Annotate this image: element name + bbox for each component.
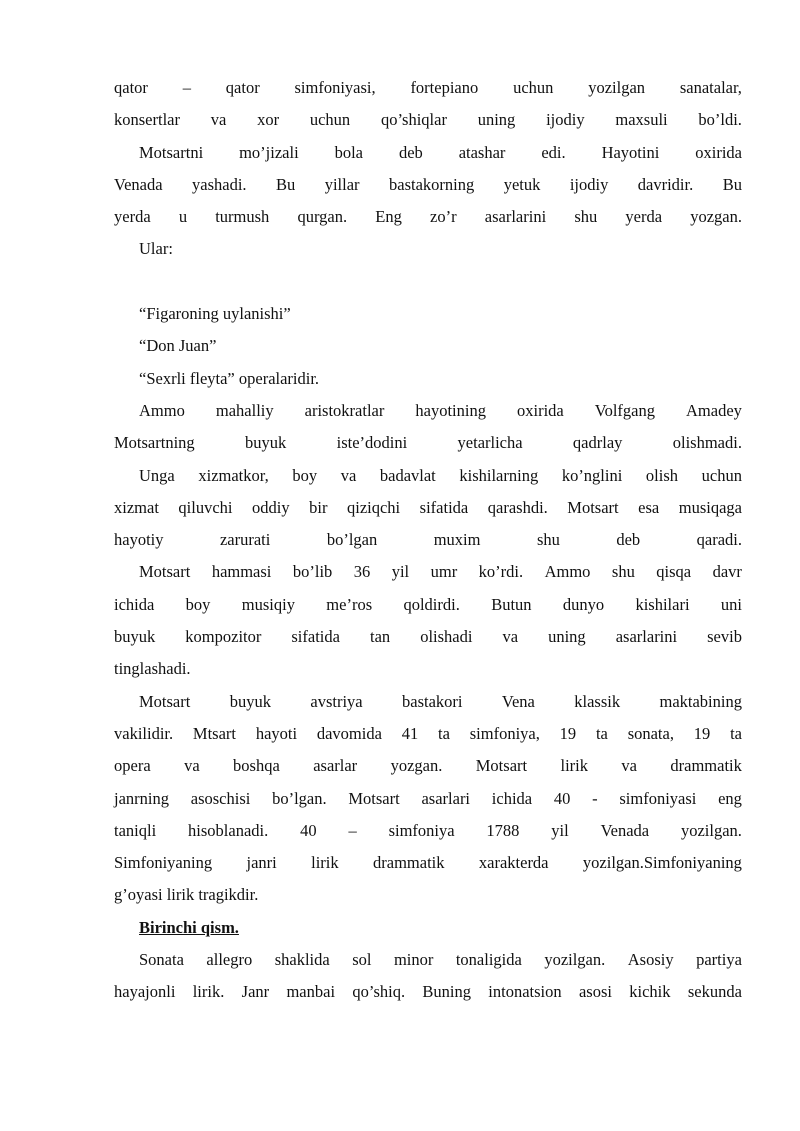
- word: ta: [438, 723, 450, 743]
- word: Venada: [114, 174, 163, 194]
- text-line: g’oyasi lirik tragikdir.: [114, 885, 259, 905]
- word: qo’shiqlar: [380, 110, 447, 130]
- word: shu: [574, 207, 598, 227]
- word: lirik.: [192, 982, 225, 1002]
- word: kishilarning: [459, 465, 539, 485]
- word: sifatida: [419, 497, 469, 517]
- word: Volfgang: [594, 400, 655, 420]
- word: allegro: [206, 950, 253, 970]
- blank-line: [114, 266, 742, 298]
- text-line: [114, 104, 742, 136]
- word: simfoniyasi,: [294, 78, 376, 97]
- text-line: [114, 750, 742, 782]
- word: asoschisi: [190, 788, 251, 808]
- word: va: [340, 465, 357, 485]
- word: turmush: [215, 207, 270, 227]
- word: asarlar: [313, 756, 358, 776]
- word: mahalliy: [215, 400, 274, 420]
- word: Ammo: [139, 400, 185, 420]
- word: va: [621, 756, 637, 776]
- word: ijodiy: [546, 110, 585, 130]
- text-line: “Figaroning uylanishi”: [139, 304, 291, 324]
- word: Motsartning: [114, 433, 195, 453]
- word: yil: [391, 562, 410, 582]
- word: bola: [334, 142, 364, 162]
- word: edi.: [541, 142, 566, 162]
- text-line: [114, 976, 742, 1008]
- word: 40: [553, 788, 571, 808]
- word: shu: [611, 562, 635, 582]
- word: xarakterda: [478, 853, 549, 873]
- word: yozilgan.: [680, 820, 742, 840]
- word: avstriya: [310, 691, 363, 711]
- word: uni: [720, 594, 742, 614]
- text-line: tinglashadi.: [114, 659, 191, 679]
- word: minor: [393, 950, 434, 970]
- word: Ammo: [544, 562, 591, 582]
- word: hisoblanadi.: [188, 820, 269, 840]
- word: kompozitor: [185, 627, 262, 647]
- word: hayotiy: [114, 530, 164, 550]
- word: va: [184, 756, 200, 776]
- word: uchun: [701, 465, 742, 485]
- word: yozilgan.: [544, 950, 606, 970]
- word: asarlarini: [615, 627, 678, 647]
- word: Bu: [722, 174, 742, 194]
- word: uchun: [309, 110, 351, 130]
- word: mo’jizali: [239, 142, 299, 162]
- word: Unga: [139, 465, 175, 485]
- word: umr: [430, 562, 458, 582]
- word: uning: [477, 110, 516, 130]
- word: Janr: [241, 982, 270, 1002]
- word: klassik: [574, 691, 621, 711]
- text-line: [114, 556, 742, 588]
- word: maxsuli: [615, 110, 668, 130]
- word: buyuk: [114, 627, 156, 647]
- word: sekunda: [687, 982, 742, 1002]
- text-line: [114, 169, 742, 201]
- word: uchun: [513, 78, 554, 97]
- word: deb: [616, 530, 641, 550]
- word: bastakorning: [389, 174, 475, 194]
- word: fortepiano: [410, 78, 479, 97]
- word: kishilari: [635, 594, 690, 614]
- word: qiziqchi: [346, 497, 401, 517]
- word: sanatalar,: [679, 78, 742, 97]
- word: oddiy: [252, 497, 290, 517]
- word: bo’lgan: [326, 530, 378, 550]
- word: ko’nglini: [561, 465, 623, 485]
- word: deb: [398, 142, 423, 162]
- word: simfoniya: [388, 820, 455, 840]
- word: boy: [292, 465, 318, 485]
- word: Butun: [491, 594, 532, 614]
- word: hayotining: [415, 400, 486, 420]
- text-line: [114, 427, 742, 459]
- word: qaradi.: [696, 530, 742, 550]
- word: sifatida: [291, 627, 340, 647]
- word: –: [182, 78, 191, 97]
- word: Motsart: [348, 788, 400, 808]
- word: Venada: [600, 820, 650, 840]
- word: davridir.: [637, 174, 694, 194]
- word: eng: [718, 788, 742, 808]
- word: iste’dodini: [336, 433, 408, 453]
- word: Motsartni: [139, 142, 204, 162]
- word: maktabining: [659, 691, 742, 711]
- word: bir: [309, 497, 328, 517]
- word: janrning: [114, 788, 169, 808]
- word: me’ros: [326, 594, 373, 614]
- word: opera: [114, 756, 151, 776]
- word: bo’ldi.: [698, 110, 742, 130]
- word: kichik: [629, 982, 671, 1002]
- word: buyuk: [245, 433, 287, 453]
- word: oxirida: [517, 400, 564, 420]
- word: boy: [185, 594, 211, 614]
- word: drammatik: [670, 756, 742, 776]
- word: olish: [645, 465, 679, 485]
- word: vakilidir.: [114, 723, 174, 743]
- word: qisqa: [656, 562, 692, 582]
- word: tonaligida: [455, 950, 522, 970]
- word: esa: [638, 497, 660, 517]
- text-line: [114, 524, 742, 556]
- word: sol: [352, 950, 372, 970]
- word: qo’shiq.: [352, 982, 406, 1002]
- word: ta: [595, 723, 608, 743]
- word: yerda: [625, 207, 663, 227]
- word: 36: [353, 562, 371, 582]
- word: olishmadi.: [672, 433, 742, 453]
- word: intonatsion: [488, 982, 562, 1002]
- word: –: [348, 820, 357, 840]
- word: 19: [693, 723, 711, 743]
- text-line: [114, 815, 742, 847]
- word: yozilgan: [588, 78, 646, 97]
- word: simfoniya,: [469, 723, 540, 743]
- text-line: [114, 944, 742, 976]
- word: yetuk: [503, 174, 541, 194]
- word: yillar: [324, 174, 360, 194]
- word: zo’r: [430, 207, 457, 227]
- word: musiqaga: [678, 497, 742, 517]
- word: lirik: [311, 853, 339, 873]
- word: Motsart: [139, 562, 191, 582]
- word: Eng: [375, 207, 402, 227]
- word: dunyo: [562, 594, 605, 614]
- word: yozgan.: [690, 207, 742, 227]
- word: qoldirdi.: [403, 594, 460, 614]
- word: sevib: [707, 627, 742, 647]
- word: Bu: [276, 174, 296, 194]
- word: hayoti: [255, 723, 298, 743]
- word: atashar: [458, 142, 506, 162]
- word: bo’lgan.: [272, 788, 327, 808]
- word: qarashdi.: [487, 497, 548, 517]
- text-line: “Sexrli fleyta” operalaridir.: [139, 368, 320, 388]
- word: taniqli: [114, 820, 157, 840]
- word: hayajonli: [114, 982, 176, 1002]
- word: ta: [730, 723, 742, 743]
- word: bo’lib: [292, 562, 333, 582]
- word: u: [178, 207, 188, 227]
- word: qadrlay: [572, 433, 623, 453]
- word: yozilgan.Simfoniyaning: [582, 853, 742, 873]
- word: asosi: [578, 982, 612, 1002]
- word: muxim: [433, 530, 481, 550]
- text-line: [114, 847, 742, 879]
- word: sonata,: [627, 723, 674, 743]
- text-line: [114, 686, 742, 718]
- word: drammatik: [373, 853, 445, 873]
- word: tan: [370, 627, 391, 647]
- text-line: [114, 621, 742, 653]
- text-line: [114, 783, 742, 815]
- word: konsertlar: [114, 110, 180, 130]
- word: xizmatkor,: [198, 465, 269, 485]
- word: manbai: [286, 982, 336, 1002]
- word: asarlari: [421, 788, 471, 808]
- word: -: [592, 788, 598, 808]
- word: va: [210, 110, 227, 130]
- word: Simfoniyaning: [114, 853, 213, 873]
- word: shaklida: [274, 950, 330, 970]
- word: buyuk: [229, 691, 271, 711]
- word: yetarlicha: [457, 433, 523, 453]
- word: ijodiy: [569, 174, 609, 194]
- text-line: Ular:: [139, 239, 173, 259]
- text-line: [114, 72, 742, 104]
- word: 41: [401, 723, 419, 743]
- word: Mtsart: [192, 723, 237, 743]
- word: ichida: [491, 788, 533, 808]
- word: bastakori: [402, 691, 463, 711]
- word: 1788: [486, 820, 520, 840]
- word: Sonata: [139, 950, 184, 970]
- word: shu: [536, 530, 560, 550]
- word: olishadi: [420, 627, 473, 647]
- word: qator: [225, 78, 260, 97]
- word: Motsart: [567, 497, 619, 517]
- word: Motsart: [139, 691, 191, 711]
- text-line: “Don Juan”: [139, 336, 217, 356]
- word: Vena: [501, 691, 535, 711]
- word: lirik: [560, 756, 589, 776]
- word: uning: [548, 627, 586, 647]
- word: aristokratlar: [304, 400, 385, 420]
- word: badavlat: [379, 465, 436, 485]
- word: Amadey: [686, 400, 742, 420]
- word: qiluvchi: [178, 497, 233, 517]
- word: janri: [246, 853, 277, 873]
- text-line: [114, 460, 742, 492]
- word: Hayotini: [601, 142, 660, 162]
- word: xizmat: [114, 497, 159, 517]
- word: davr: [712, 562, 742, 582]
- text-line: [114, 395, 742, 427]
- word: partiya: [696, 950, 742, 970]
- word: simfoniyasi: [619, 788, 697, 808]
- word: yerda: [114, 207, 151, 227]
- word: ichida: [114, 594, 155, 614]
- word: musiqiy: [241, 594, 295, 614]
- word: xor: [257, 110, 280, 130]
- word: hammasi: [211, 562, 272, 582]
- word: yozgan.: [390, 756, 443, 776]
- word: yashadi.: [192, 174, 247, 194]
- text-line: [114, 718, 742, 750]
- word: ko’rdi.: [478, 562, 524, 582]
- word: Buning: [422, 982, 471, 1002]
- word: qurgan.: [297, 207, 348, 227]
- word: va: [502, 627, 519, 647]
- text-line: [114, 201, 742, 233]
- word: yil: [551, 820, 569, 840]
- text-line: [114, 137, 742, 169]
- section-heading: Birinchi qism.: [139, 917, 239, 937]
- word: oxirida: [695, 142, 742, 162]
- word: boshqa: [233, 756, 280, 776]
- text-line: [114, 589, 742, 621]
- word: 40: [300, 820, 317, 840]
- word: 19: [559, 723, 577, 743]
- word: davomida: [316, 723, 382, 743]
- word: qator: [114, 78, 148, 97]
- word: zarurati: [219, 530, 271, 550]
- document-page: [114, 72, 742, 1009]
- word: Motsart: [475, 756, 528, 776]
- text-line: [114, 492, 742, 524]
- word: Asosiy: [627, 950, 674, 970]
- word: asarlarini: [484, 207, 547, 227]
